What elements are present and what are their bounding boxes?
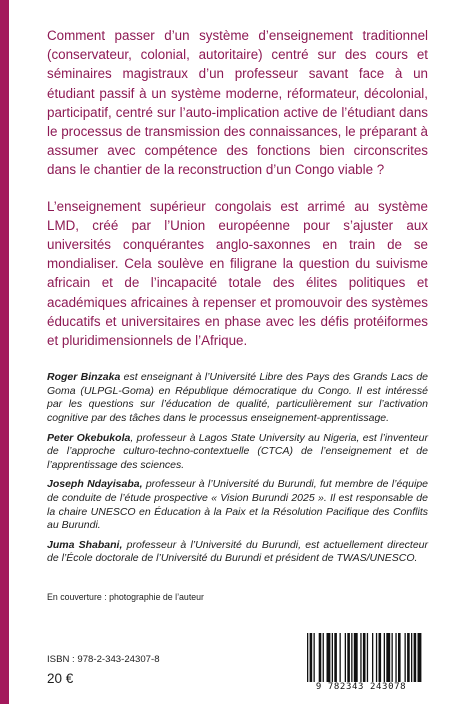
author-bio [47,539,428,566]
author-bio [47,478,428,532]
author-bio [47,432,428,473]
summary-paragraph-2: L’enseignement supérieur congolais est arrimé au système LMD, créé par l’Union européenne pour s’ajuster aux universités conquérantes anglo-saxonnes en train de se mondialiser. Cela soulève en filigrane la question du suivisme africain et de l’incapacité totale des élites politiques et académiques africaines à repenser et promouvoir des systèmes éducatifs et universitaires en phase avec les défis protéiformes et pluridimensionnels de l’Afrique. [47,198,428,349]
price-text: 20 € [47,671,74,686]
summary-paragraph-1: Comment passer d’un système d’enseignement traditionnel (conservateur, colonial, autoritaire) centré sur des cours et séminaires magistraux d’un professeur savant face à un étudiant passif à un système moderne, réformateur, décolonial, participatif, centré sur l’auto-implication active de l’étudiant dans le processus de transmission des connaissances, le préparant à assumer avec compétence des fonctions bien circonscrites dans le chantier de la reconstruction d’un Congo viable ? [47,28,428,178]
barcode-bars-icon [297,631,425,689]
author-bio-text: professeur à l’Université du Burundi, fut membre de l’équipe de conduite de l’étude prospective « Vision Burundi 2025 ». Il est responsable de la chaire UNESCO en Éducation à la Paix et la Résolution Pacifique des Conflits au Burundi. [47,478,428,532]
author-name: Juma Shabani, [47,538,123,551]
author-bio [47,371,428,425]
author-bio-text: , professeur à Lagos State University au Nigeria, est l’inventeur de l’approche culturo-techno-contextuelle (CTCA) de l’enseignement et de l’apprentissage des sciences. [47,431,428,471]
author-name: Joseph Ndayisaba, [47,478,143,491]
cover-credit: En couverture : photographie de l’auteur [47,592,204,602]
author-bio-text: est enseignant à l’Université Libre des Pays des Grands Lacs de Goma (ULPGL-Goma) en République démocratique du Congo. Il est intéressé par les questions sur l’éducation de qualité, particulièrement sur l’activation cognitive par des tâches dans le processus enseignement-apprentissage. [47,371,428,425]
isbn-text: ISBN : 978-2-343-24307-8 [47,654,160,665]
back-cover-text [47,26,428,572]
author-bios [47,371,428,566]
barcode [297,631,425,695]
author-name: Roger Binzaka [47,371,121,384]
author-bio-text: professeur à l’Université du Burundi, est actuellement directeur de l’École doctorale de l’Université du Burundi et président de TWAS/UNESCO. [47,538,429,565]
author-name: Peter Okebukola [47,431,131,444]
color-spine-bar [0,0,9,704]
barcode-digits: 9 782343 243078 [297,682,425,693]
